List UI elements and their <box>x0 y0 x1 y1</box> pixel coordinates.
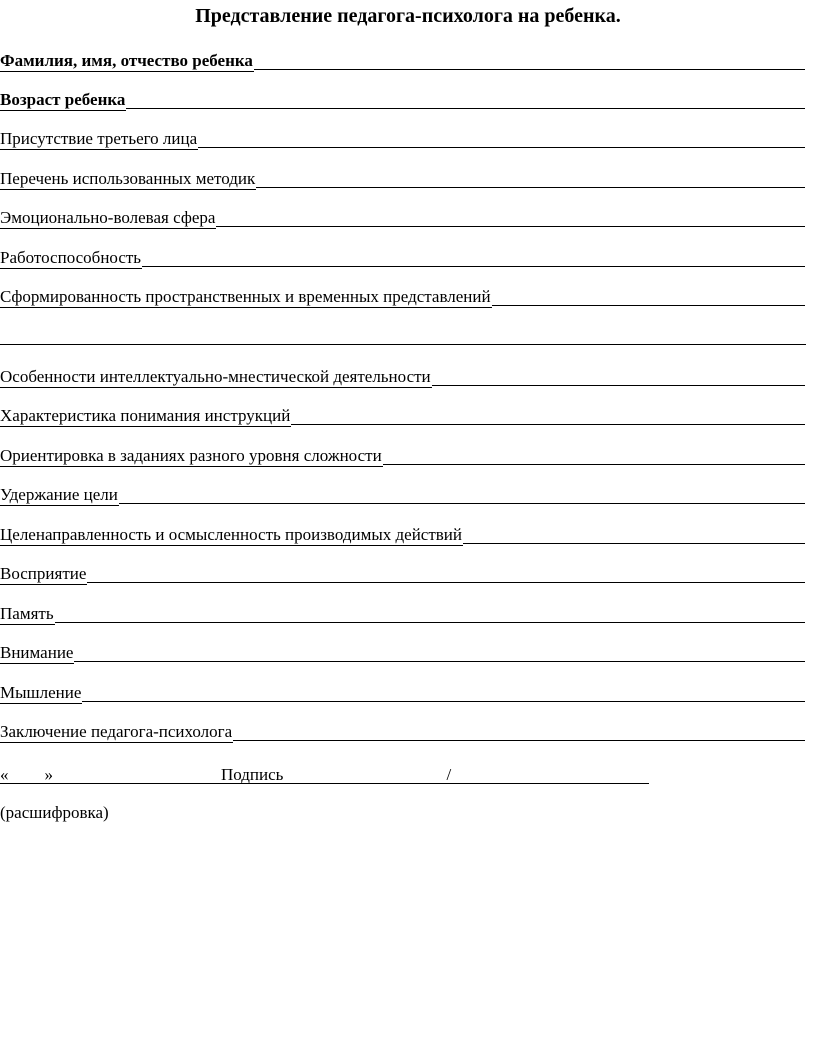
field-goal-retention[interactable] <box>0 484 805 506</box>
field-label: Работоспособность <box>0 248 142 267</box>
date-blank[interactable] <box>53 765 221 784</box>
field-label: Фамилия, имя, отчество ребенка <box>0 51 253 70</box>
field-label: Перечень использованных методик <box>0 169 256 188</box>
field-label: Удержание цели <box>0 485 118 504</box>
field-label: Характеристика понимания инструкций <box>0 406 291 425</box>
field-instructions-understanding[interactable] <box>0 405 805 427</box>
field-label: Ориентировка в заданиях разного уровня сложности <box>0 446 382 465</box>
field-blank-line[interactable] <box>55 604 805 623</box>
field-blank-line[interactable] <box>198 129 805 148</box>
field-conclusion[interactable] <box>0 721 805 743</box>
signature-row <box>0 762 700 784</box>
field-blank-line[interactable] <box>254 51 805 70</box>
field-label: Возраст ребенка <box>0 90 126 109</box>
field-label: Особенности интеллектуально-мнестической деятельности <box>0 367 431 386</box>
field-child-name[interactable] <box>0 50 805 72</box>
decipher-label: (расшифровка) <box>0 803 109 822</box>
field-label: Целенаправленность и осмысленность производимых действий <box>0 525 463 544</box>
field-memory[interactable] <box>0 603 805 625</box>
field-blank-line[interactable] <box>256 169 805 188</box>
field-label: Память <box>0 604 54 623</box>
field-blank-line[interactable] <box>126 90 805 109</box>
slash-separator: / <box>446 765 452 784</box>
field-child-age[interactable] <box>0 89 805 111</box>
field-blank-line[interactable] <box>216 208 805 227</box>
field-attention[interactable] <box>0 642 805 664</box>
field-thinking[interactable] <box>0 682 805 704</box>
quote-close: » <box>44 765 53 784</box>
field-label: Заключение педагога-психолога <box>0 722 233 741</box>
field-label: Эмоционально-волевая сфера <box>0 208 216 227</box>
signature-blank[interactable] <box>283 765 446 784</box>
field-blank-line[interactable] <box>233 722 805 741</box>
continuation-line[interactable] <box>0 344 806 345</box>
field-task-orientation[interactable] <box>0 445 805 467</box>
field-perception[interactable] <box>0 563 805 585</box>
field-label: Мышление <box>0 683 82 702</box>
field-blank-line[interactable] <box>463 525 805 544</box>
field-blank-line[interactable] <box>119 485 805 504</box>
day-blank[interactable] <box>9 765 45 784</box>
field-blank-line[interactable] <box>432 367 805 386</box>
field-blank-line[interactable] <box>82 683 805 702</box>
field-purposefulness[interactable] <box>0 524 805 546</box>
quote-open: « <box>0 765 9 784</box>
field-third-party[interactable] <box>0 128 805 150</box>
field-label: Присутствие третьего лица <box>0 129 198 148</box>
field-spatial-temporal[interactable] <box>0 286 805 308</box>
name-blank[interactable] <box>451 765 649 784</box>
field-blank-line[interactable] <box>87 564 805 583</box>
field-label: Сформированность пространственных и временных представлений <box>0 287 491 306</box>
field-blank-line[interactable] <box>74 643 805 662</box>
field-label: Восприятие <box>0 564 87 583</box>
signature-label: Подпись <box>221 765 284 784</box>
field-label: Внимание <box>0 643 74 662</box>
field-blank-line[interactable] <box>142 248 805 267</box>
field-methods[interactable] <box>0 168 805 190</box>
field-work-capacity[interactable] <box>0 247 805 269</box>
field-emotional-sphere[interactable] <box>0 207 805 229</box>
page-title: Представление педагога-психолога на ребенка. <box>195 5 621 27</box>
field-blank-line[interactable] <box>291 406 805 425</box>
field-intellectual-mnestic[interactable] <box>0 366 805 388</box>
field-blank-line[interactable] <box>383 446 805 465</box>
field-blank-line[interactable] <box>492 287 805 306</box>
